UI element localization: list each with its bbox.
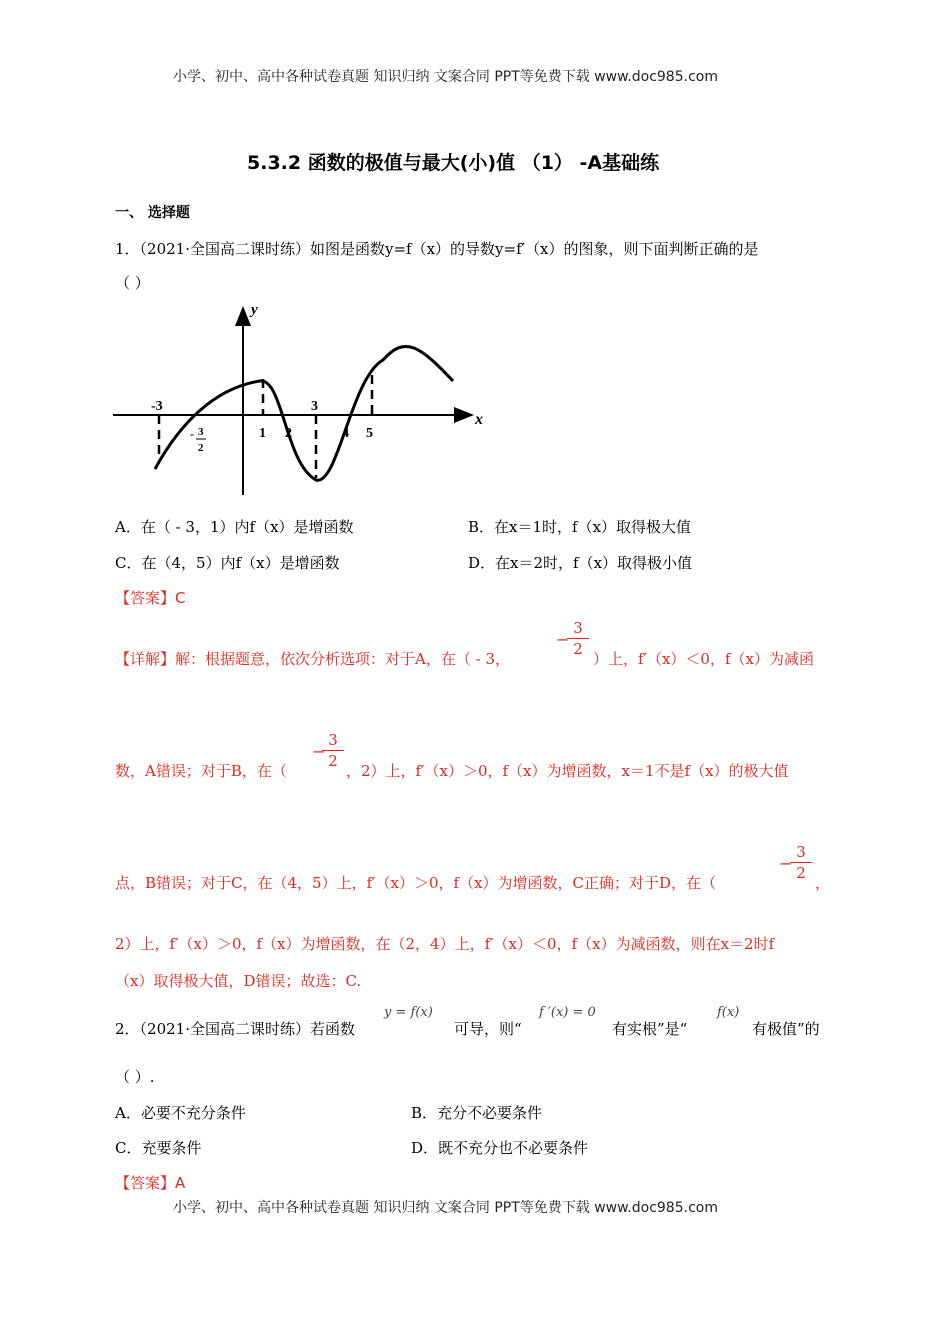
q1-option-c: C．在（4，5）内f（x）是增函数 <box>115 554 340 572</box>
q2-stem-part3: 有实根”是“ <box>612 1020 688 1038</box>
frac-num: 3 <box>573 619 583 637</box>
q2-stem-part1: 2．（2021·全国高二课时练）若函数 <box>115 1020 355 1038</box>
q1-detail-3a: 点，B错误；对于C，在（4，5）上，f′（x）＞0，f（x）为增函数，C正确；对于D，在（ <box>115 874 717 892</box>
q1-option-b: B．在x＝1时，f（x）取得极大值 <box>468 518 692 536</box>
page-title: 5.3.2 函数的极值与最大(小)值 （1） -A基础练 <box>247 152 660 174</box>
q1-detail-4: 2）上，f′（x）＞0，f（x）为增函数，在（2，4）上，f′（x）＜0，f（x）为减函数，则在x＝2时f <box>115 935 775 953</box>
tick-label-1: 1 <box>259 426 266 441</box>
q1-fraction-1 <box>567 620 589 657</box>
q1-stem: 1．（2021·全国高二课时练）如图是函数y=f（x）的导数y=f′（x）的图象，则下面判断正确的是 <box>115 240 759 258</box>
q2-option-b: B．充分不必要条件 <box>411 1104 543 1122</box>
q1-fraction-3 <box>790 844 812 881</box>
q2-expr-fprime: f ′(x) = 0 <box>539 1005 596 1020</box>
derivative-curve <box>155 346 453 480</box>
page-footer: 小学、初中、高中各种试卷真题 知识归纳 文案合同 PPT等免费下载 www.doc985.com <box>173 1200 718 1216</box>
tick-label-3: 3 <box>311 399 318 414</box>
q1-detail-1b: ）上，f′（x）＜0，f（x）为减函 <box>593 650 814 668</box>
q1-frac1-neg: − <box>556 630 570 649</box>
tick-label-5: 5 <box>366 426 373 441</box>
frac-num: 3 <box>328 731 338 749</box>
q2-answer: 【答案】A <box>115 1174 186 1192</box>
q2-expr-y-fx: y = f(x) <box>384 1005 433 1020</box>
q1-stem-paren: （ ） <box>115 274 150 292</box>
q2-option-c: C．充要条件 <box>115 1139 202 1157</box>
q1-fraction-2 <box>322 732 344 769</box>
frac-den: 2 <box>328 752 338 770</box>
q2-stem-part2: 可导，则“ <box>454 1020 522 1038</box>
frac-num: 3 <box>796 843 806 861</box>
tick-frac-num: 3 <box>198 426 204 438</box>
q1-option-a: A．在（ - 3，1）内f（x）是增函数 <box>115 518 354 536</box>
q1-frac2-neg: − <box>312 742 326 761</box>
q2-option-a: A．必要不充分条件 <box>115 1104 246 1122</box>
q2-expr-fx: f(x) <box>717 1005 740 1020</box>
q2-stem-paren: （ ）. <box>115 1068 155 1086</box>
q1-detail-1a: 【详解】解：根据题意，依次分析选项：对于A，在（ - 3， <box>115 650 510 668</box>
q2-option-d: D．既不充分也不必要条件 <box>411 1139 589 1157</box>
x-axis-label: x <box>475 411 483 428</box>
tick-label-neg3: -3 <box>151 399 163 414</box>
q1-detail-2b: ，2）上，f′（x）＞0，f（x）为增函数，x＝1不是f（x）的极大值 <box>346 762 789 780</box>
section-heading: 一、 选择题 <box>115 205 190 221</box>
tick-label-4: 4 <box>342 426 349 441</box>
q2-stem-part4: 有极值”的 <box>752 1020 820 1038</box>
derivative-graph <box>105 298 500 500</box>
q1-detail-5: （x）取得极大值，D错误；故选：C. <box>115 972 362 990</box>
frac-den: 2 <box>573 640 583 658</box>
q1-option-d: D．在x＝2时，f（x）取得极小值 <box>468 554 693 572</box>
q1-detail-2a: 数，A错误；对于B，在（ <box>115 762 287 780</box>
tick-frac-den: 2 <box>198 442 204 454</box>
y-axis-label: y <box>251 302 258 318</box>
tick-label-neg-sign: - <box>190 427 194 441</box>
page-header: 小学、初中、高中各种试卷真题 知识归纳 文案合同 PPT等免费下载 www.doc985.com <box>173 69 718 85</box>
frac-den: 2 <box>796 864 806 882</box>
q1-answer: 【答案】C <box>115 589 186 607</box>
q1-frac3-neg: − <box>779 854 793 873</box>
tick-label-2: 2 <box>285 426 292 441</box>
q1-detail-3b: ， <box>815 874 831 892</box>
